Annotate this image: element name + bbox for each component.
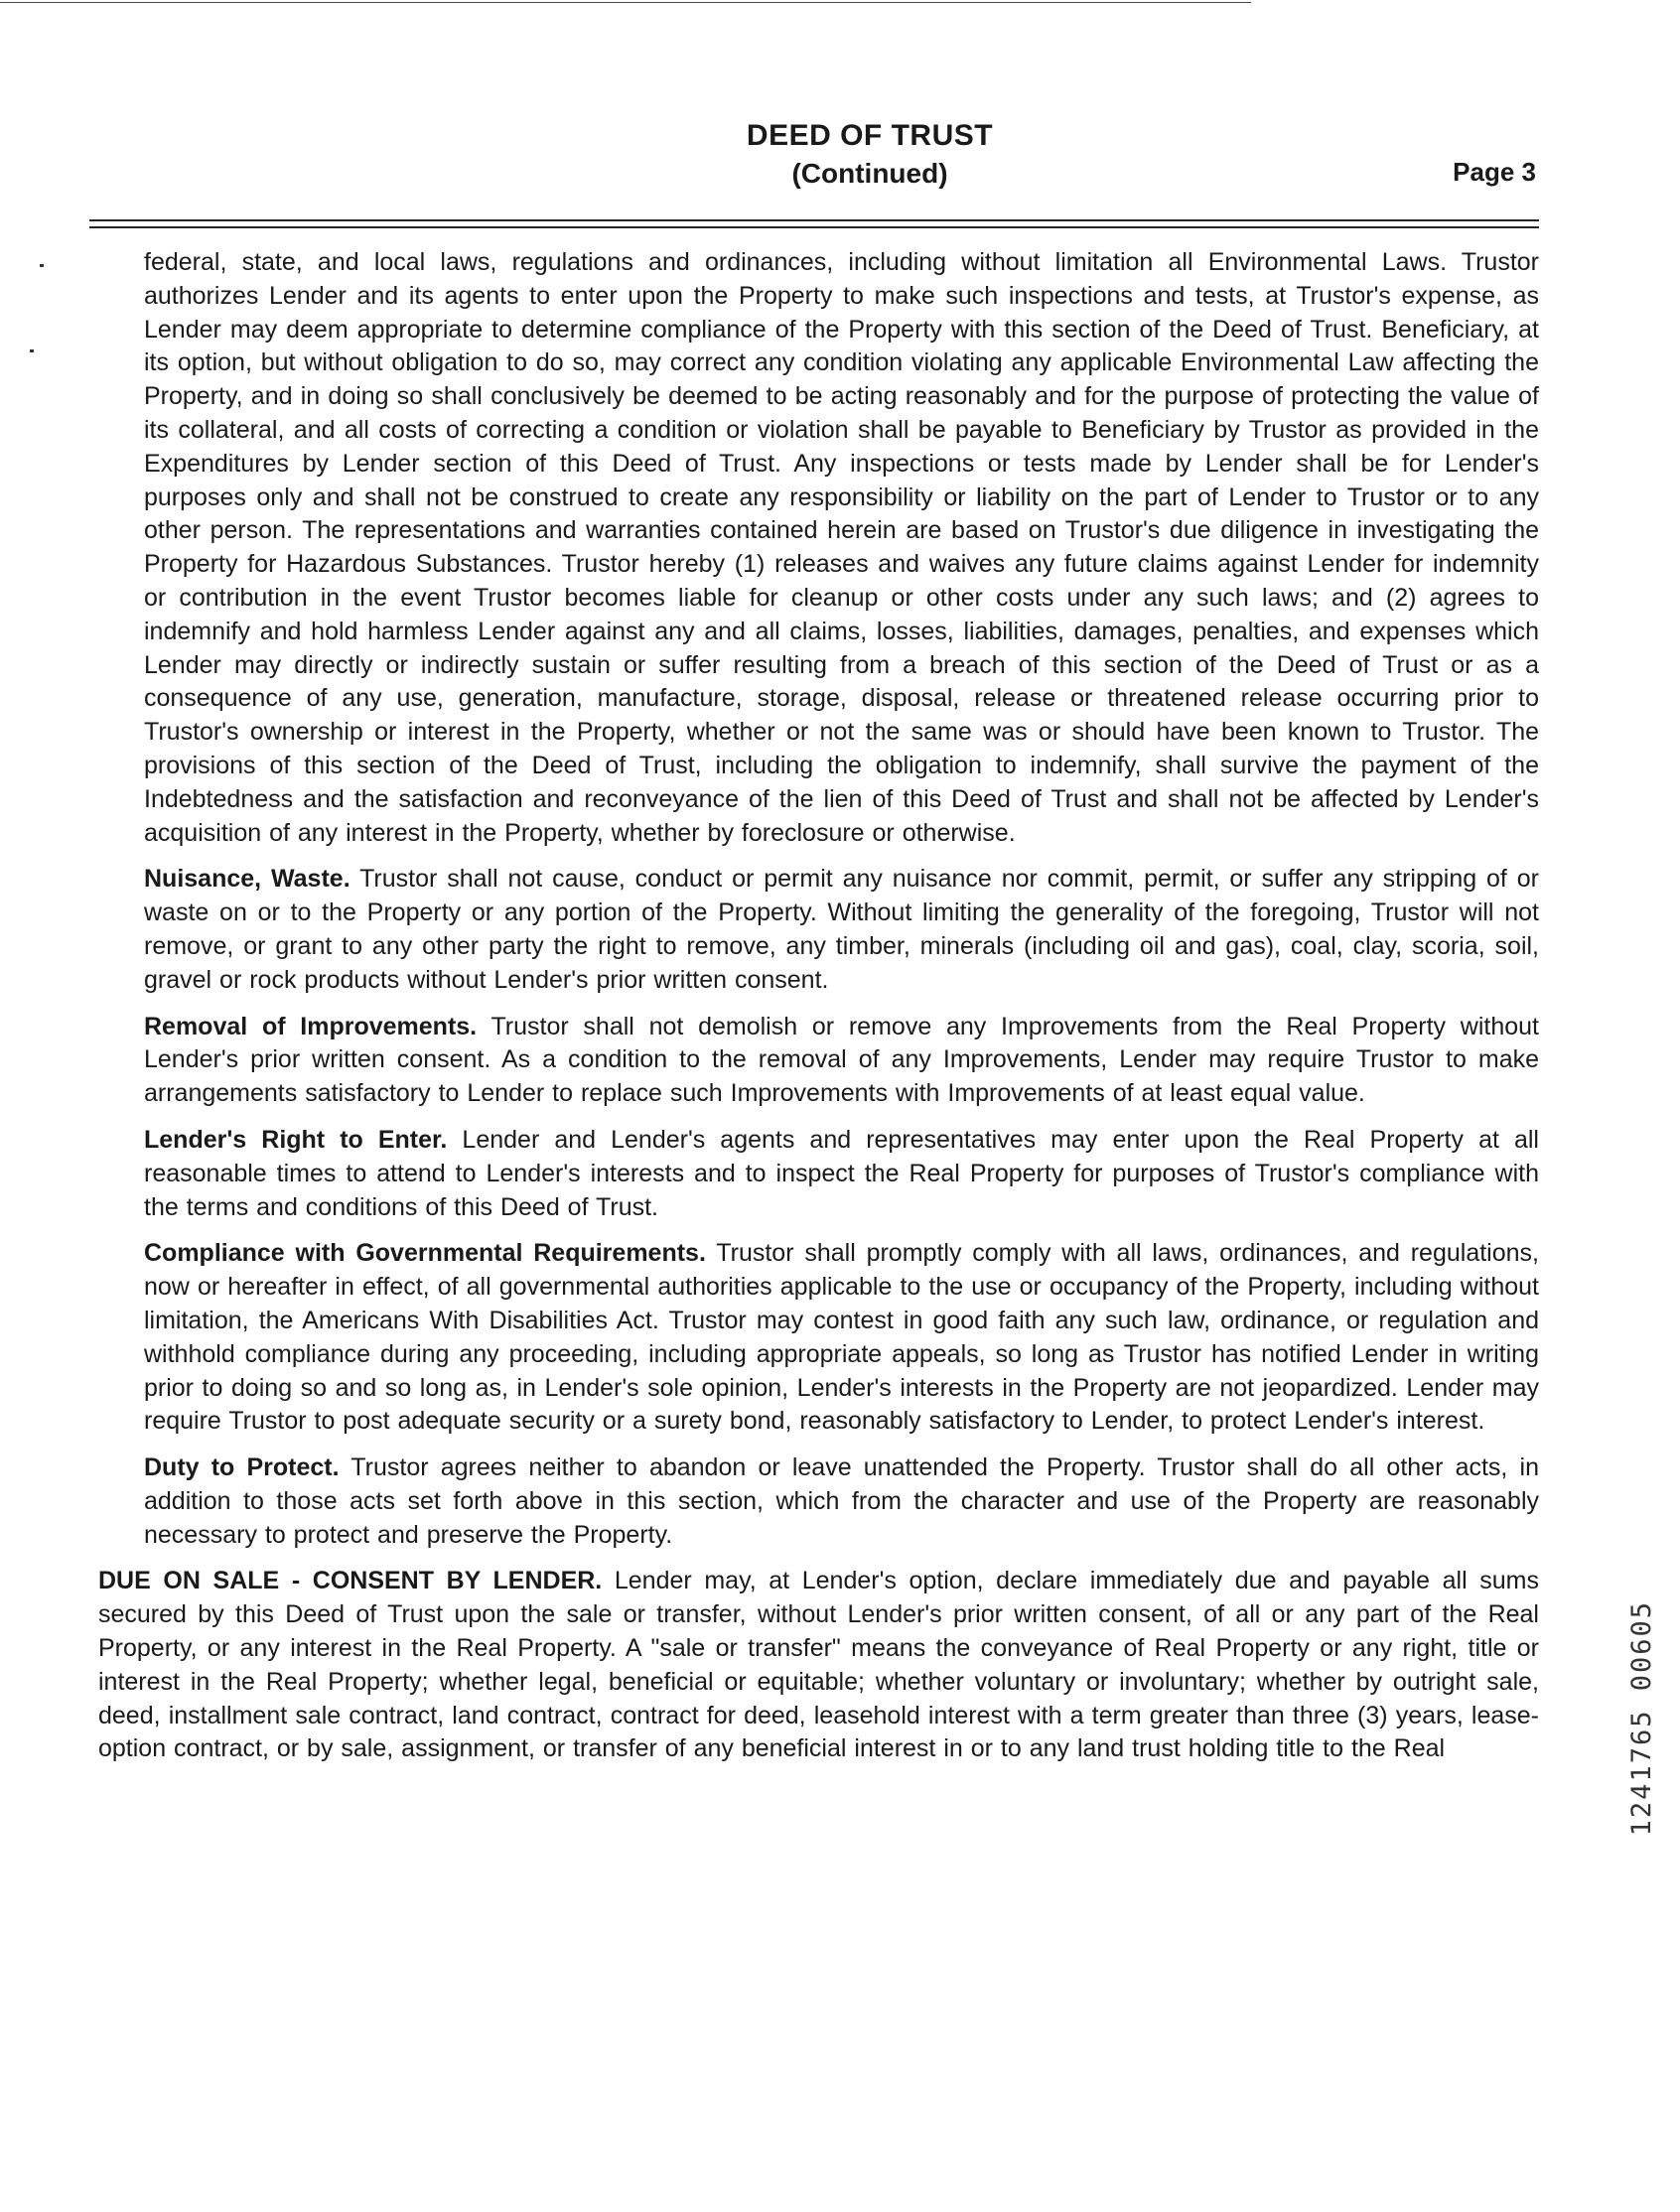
document-body — [98, 246, 1540, 1779]
scan-top-edge-line — [0, 2, 1251, 3]
margin-recording-number: 1241765 00605 — [1626, 1600, 1657, 1837]
scan-speck — [30, 349, 34, 352]
section-due-on-sale — [98, 1565, 1539, 1766]
section-lenders-right-to-enter — [144, 1124, 1539, 1224]
section-body: Trustor shall not demolish or remove any Improvements from the Real Property without Lender's prior written consent. As a condition to the removal of any Improvements, Lender may require Trustor to make arrangements satisfactory to Lender to replace such Improvements with Improvements of at least equal value. — [144, 1012, 1540, 1108]
section-body: Lender may, at Lender's option, declare immediately due and payable all sums secured by this Deed of Trust upon the sale or transfer, without Lender's prior written consent, of all or any part of the Real Property, or any interest in the Real Property. A "sale or transfer" means the conveyance of Real Property or any right, title or interest in the Real Property; whether legal, beneficial or equitable; whether voluntary or involuntary; whether by outright sale, deed, installment sale contract, land contract, contract for deed, leasehold interest with a term greater than three (3) years, lease-option contract, or by sale, assignment, or transfer of any beneficial interest in or to any land trust holding title to the Real — [98, 1567, 1539, 1763]
section-heading: DUE ON SALE - CONSENT BY LENDER. — [98, 1567, 603, 1595]
section-removal-of-improvements — [144, 1011, 1539, 1111]
section-heading: Compliance with Governmental Requirements. — [144, 1239, 706, 1268]
section-heading: Lender's Right to Enter. — [144, 1125, 448, 1154]
section-body: Lender and Lender's agents and representatives may enter upon the Real Property at all reasonable times to attend to Lender's interests and to inspect the Real Property for purposes of Trustor's compliance with the terms and conditions of this Deed of Trust. — [144, 1125, 1539, 1221]
document-header — [0, 117, 1680, 193]
header-rule-bottom — [89, 226, 1539, 228]
scan-speck — [40, 264, 44, 267]
document-subtitle: (Continued) — [791, 158, 948, 189]
document-title: DEED OF TRUST — [746, 119, 994, 152]
section-nuisance-waste — [144, 863, 1539, 997]
section-compliance-governmental — [144, 1237, 1539, 1439]
section-environmental-continued — [144, 246, 1539, 850]
section-body: Trustor agrees neither to abandon or leave unattended the Property. Trustor shall do all other acts, in addition to those acts set forth above in this section, which from the character and use of the Property are reasonably necessary to protect and preserve the Property. — [144, 1453, 1539, 1549]
section-body: Trustor shall not cause, conduct or permit any nuisance nor commit, permit, or suffer any stripping of or waste on or to the Property or any portion of the Property. Without limiting the generality of the foregoing, Trustor will not remove, or grant to any other party the right to remove, any timber, minerals (including oil and gas), coal, clay, scoria, soil, gravel or rock products without Lender's prior written consent. — [144, 865, 1539, 994]
section-duty-to-protect — [144, 1452, 1539, 1552]
header-rule-top — [89, 219, 1539, 221]
section-body: federal, state, and local laws, regulations and ordinances, including without limitation all Environmental Laws. Trustor authorizes Lender and its agents to enter upon the Property to make such inspections and tests, at Trustor's expense, as Lender may deem appropriate to determine compliance of the Property with this section of the Deed of Trust. Beneficiary, at its option, but without obligation to do so, may correct any condition violating any applicable Environmental Law affecting the Property, and in doing so shall conclusively be deemed to be acting reasonably and for the purpose of protecting the value of its collateral, and all costs of correcting a condition or violation shall be payable to Beneficiary by Trustor as provided in the Expenditures by Lender section of this Deed of Trust. Any inspections or tests made by Lender shall be for Lender's purposes only and shall not be construed to create any responsibility or liability on the part of Lender to Trustor or to any other person. The representations and warranties contained herein are based on Trustor's due diligence in investigating the Property for Hazardous Substances. Trustor hereby (1) releases and waives any future claims against Lender for indemnity or contribution in the event Trustor becomes liable for cleanup or other costs under any such laws; and (2) agrees to indemnify and hold harmless Lender against any and all claims, losses, liabilities, damages, penalties, and expenses which Lender may directly or indirectly sustain or suffer resulting from a breach of this section of the Deed of Trust or as a consequence of any use, generation, manufacture, storage, disposal, release or threatened release occurring prior to Trustor's ownership or interest in the Property, whether or not the same was or should have been known to Trustor. The provisions of this section of the Deed of Trust, including the obligation to indemnify, shall survive the payment of the Indebtedness and the satisfaction and reconveyance of the lien of this Deed of Trust and shall not be affected by Lender's acquisition of any interest in the Property, whether by foreclosure or otherwise. — [144, 248, 1539, 847]
section-heading: Duty to Protect. — [144, 1453, 340, 1482]
page-number: Page 3 — [1453, 157, 1536, 187]
section-heading: Nuisance, Waste. — [144, 865, 350, 894]
section-heading: Removal of Improvements. — [144, 1012, 478, 1040]
section-body: Trustor shall promptly comply with all laws, ordinances, and regulations, now or hereafter in effect, of all governmental authorities applicable to the use or occupancy of the Property, including without limitation, the Americans With Disabilities Act. Trustor may contest in good faith any such law, ordinance, or regulation and withhold compliance during any proceeding, including appropriate appeals, so long as Trustor has notified Lender in writing prior to doing so and so long as, in Lender's sole opinion, Lender's interests in the Property are not jeopardized. Lender may require Trustor to post adequate security or a surety bond, reasonably satisfactory to Lender, to protect Lender's interest. — [144, 1239, 1539, 1436]
